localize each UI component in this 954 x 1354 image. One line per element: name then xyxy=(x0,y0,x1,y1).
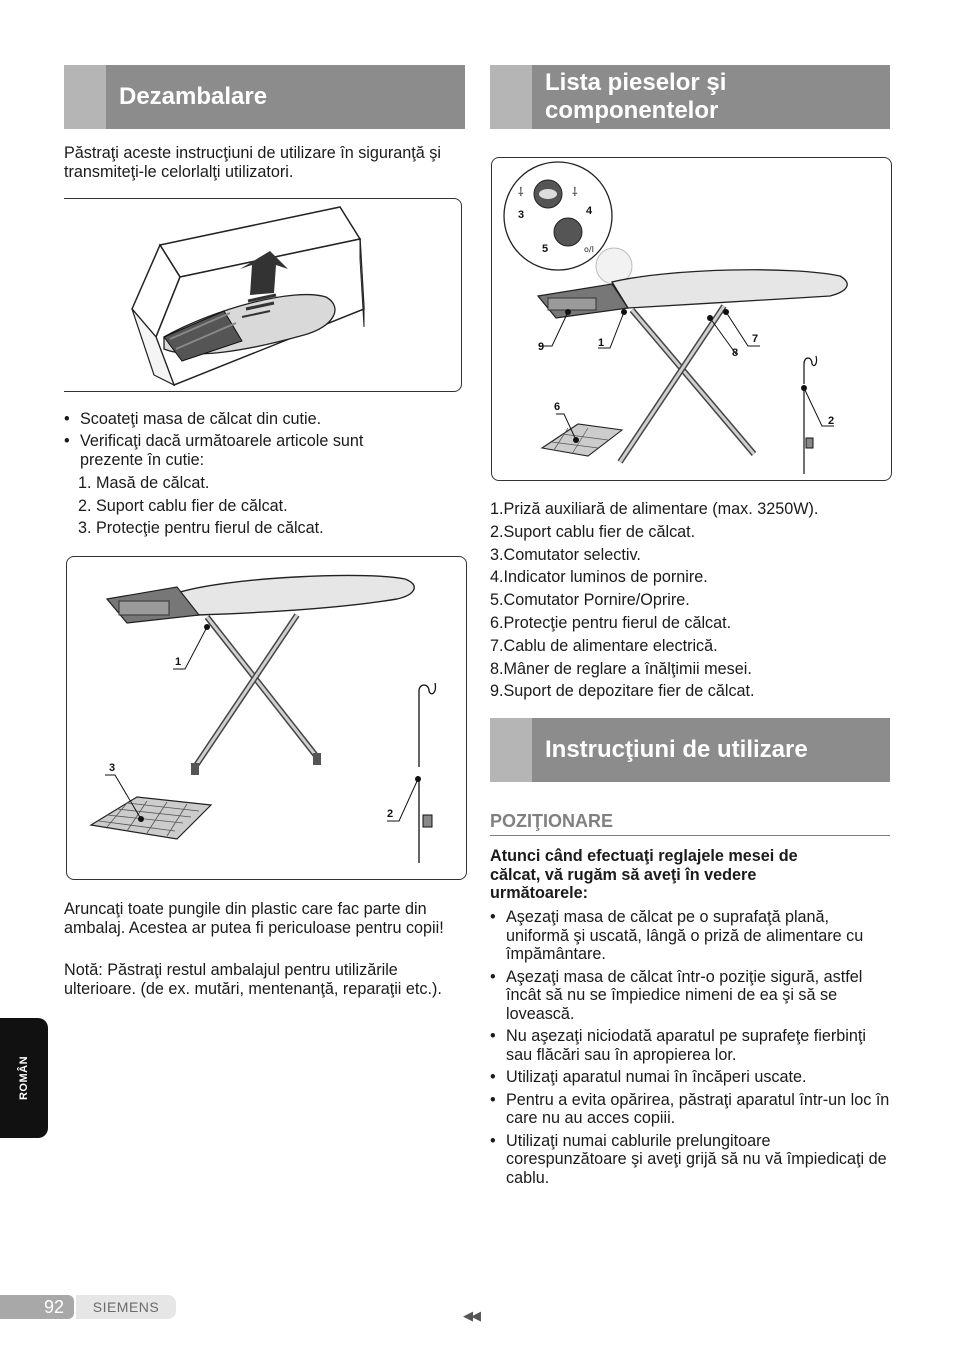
fig-label: 2 xyxy=(828,415,835,427)
bullet-item: • Pentru a evita opărirea, păstraţi aparatul într-un loc în care nu au acces copiii. xyxy=(490,1091,890,1128)
part-8: 8.Mâner de reglare a înălţimii mesei. xyxy=(490,659,752,678)
svg-text:⸸: ⸸ xyxy=(518,185,524,199)
part-4: 4.Indicator luminos de pornire. xyxy=(490,568,708,587)
bullet-item: • Aşezaţi masa de călcat pe o suprafaţă plană, uniformă şi uscată, lângă o priză de alimentare cu împământare. xyxy=(490,908,890,964)
fig-label: 1 xyxy=(175,656,182,668)
section-header-usage xyxy=(490,718,890,782)
part-9: 9.Suport de depozitare fier de călcat. xyxy=(490,682,755,701)
fig-label: 6 xyxy=(554,401,561,413)
part-7: 7.Cablu de alimentare electrică. xyxy=(490,636,718,655)
bullet-item: • Utilizaţi aparatul numai în încăperi uscate. xyxy=(490,1068,890,1087)
fig-label: 9 xyxy=(538,341,545,353)
bold-intro: Atunci când efectuaţi reglajele mesei de călcat, vă rugăm să aveţi în vedere următoarele: xyxy=(490,847,798,902)
subheading-positioning: POZIŢIONARE xyxy=(490,811,890,836)
header-tab xyxy=(490,65,532,129)
header-tab xyxy=(64,65,106,129)
fig-label: 1 xyxy=(598,337,605,349)
part-6: 6.Protecţie pentru fierul de călcat. xyxy=(490,613,732,632)
language-label: ROMÂN xyxy=(18,1055,30,1101)
fig-label: 2 xyxy=(387,808,394,820)
note-text: Notă: Păstraţi restul ambalajul pentru utilizările ulterioare. (de ex. mutări, mentenanţă, reparaţii etc.). xyxy=(64,961,442,998)
board-illustration xyxy=(66,556,467,880)
svg-text:⸸: ⸸ xyxy=(572,185,578,199)
fig-label: 5 xyxy=(542,243,549,255)
parts-list xyxy=(490,500,890,701)
page-number: 92 xyxy=(0,1295,74,1319)
section-header-unpacking xyxy=(64,65,465,129)
brand-label: SIEMENS xyxy=(76,1295,176,1319)
bullet-check: • Verificaţi dacă următoarele articole sunt prezente în cutie: xyxy=(64,432,424,469)
parts-illustration xyxy=(491,157,892,481)
item-3: 3. Protecţie pentru fierul de călcat. xyxy=(78,519,324,537)
section-header-parts xyxy=(490,65,890,129)
section-title: Dezambalare xyxy=(119,83,268,110)
section-title: Instrucţiuni de utilizare xyxy=(545,736,808,763)
header-tab xyxy=(490,718,532,782)
fig-label: 8 xyxy=(732,347,739,359)
fig-label: 7 xyxy=(752,333,759,345)
part-1: 1.Priză auxiliară de alimentare (max. 3250W). xyxy=(490,500,819,518)
item-1: 1. Masă de călcat. xyxy=(78,474,210,492)
item-2: 2. Suport cablu fier de călcat. xyxy=(78,497,288,515)
fig-label: 4 xyxy=(586,205,593,217)
intro-text: Păstraţi aceste instrucţiuni de utilizare în siguranţă şi transmiteţi-le celorlalţi utilizatori. xyxy=(64,144,441,181)
box-illustration xyxy=(64,198,462,392)
bullet-item: • Nu aşezaţi niciodată aparatul pe suprafeţe fierbinţi sau flăcări sau în apropierea lor. xyxy=(490,1027,890,1064)
back-nav-icon[interactable]: ◀◀ xyxy=(463,1308,479,1323)
part-3: 3.Comutator selectiv. xyxy=(490,545,641,564)
section-title: Lista pieselor şi componentelor xyxy=(545,69,727,124)
warning-text: Aruncaţi toate pungile din plastic care fac parte din ambalaj. Acestea ar putea fi periculoase pentru copii! xyxy=(64,900,444,937)
fig-label: 3 xyxy=(109,762,116,774)
bullet-item: • Utilizaţi numai cablurile prelungitoare corespunzătoare şi aveţi grijă să nu vă împiedicaţi de cablu. xyxy=(490,1132,890,1188)
bullet-remove: • Scoateţi masa de călcat din cutie. xyxy=(64,410,464,429)
positioning-bullets xyxy=(490,908,890,1187)
fig-label: 3 xyxy=(518,209,525,221)
part-5: 5.Comutator Pornire/Oprire. xyxy=(490,591,690,610)
bullet-item: • Aşezaţi masa de călcat într-o poziţie sigură, astfel încât să nu se împiedice nimeni de ea şi să se lovească. xyxy=(490,968,890,1024)
language-tab xyxy=(0,1018,48,1138)
svg-text:o/I: o/I xyxy=(584,245,594,254)
part-2: 2.Suport cablu fier de călcat. xyxy=(490,522,696,541)
